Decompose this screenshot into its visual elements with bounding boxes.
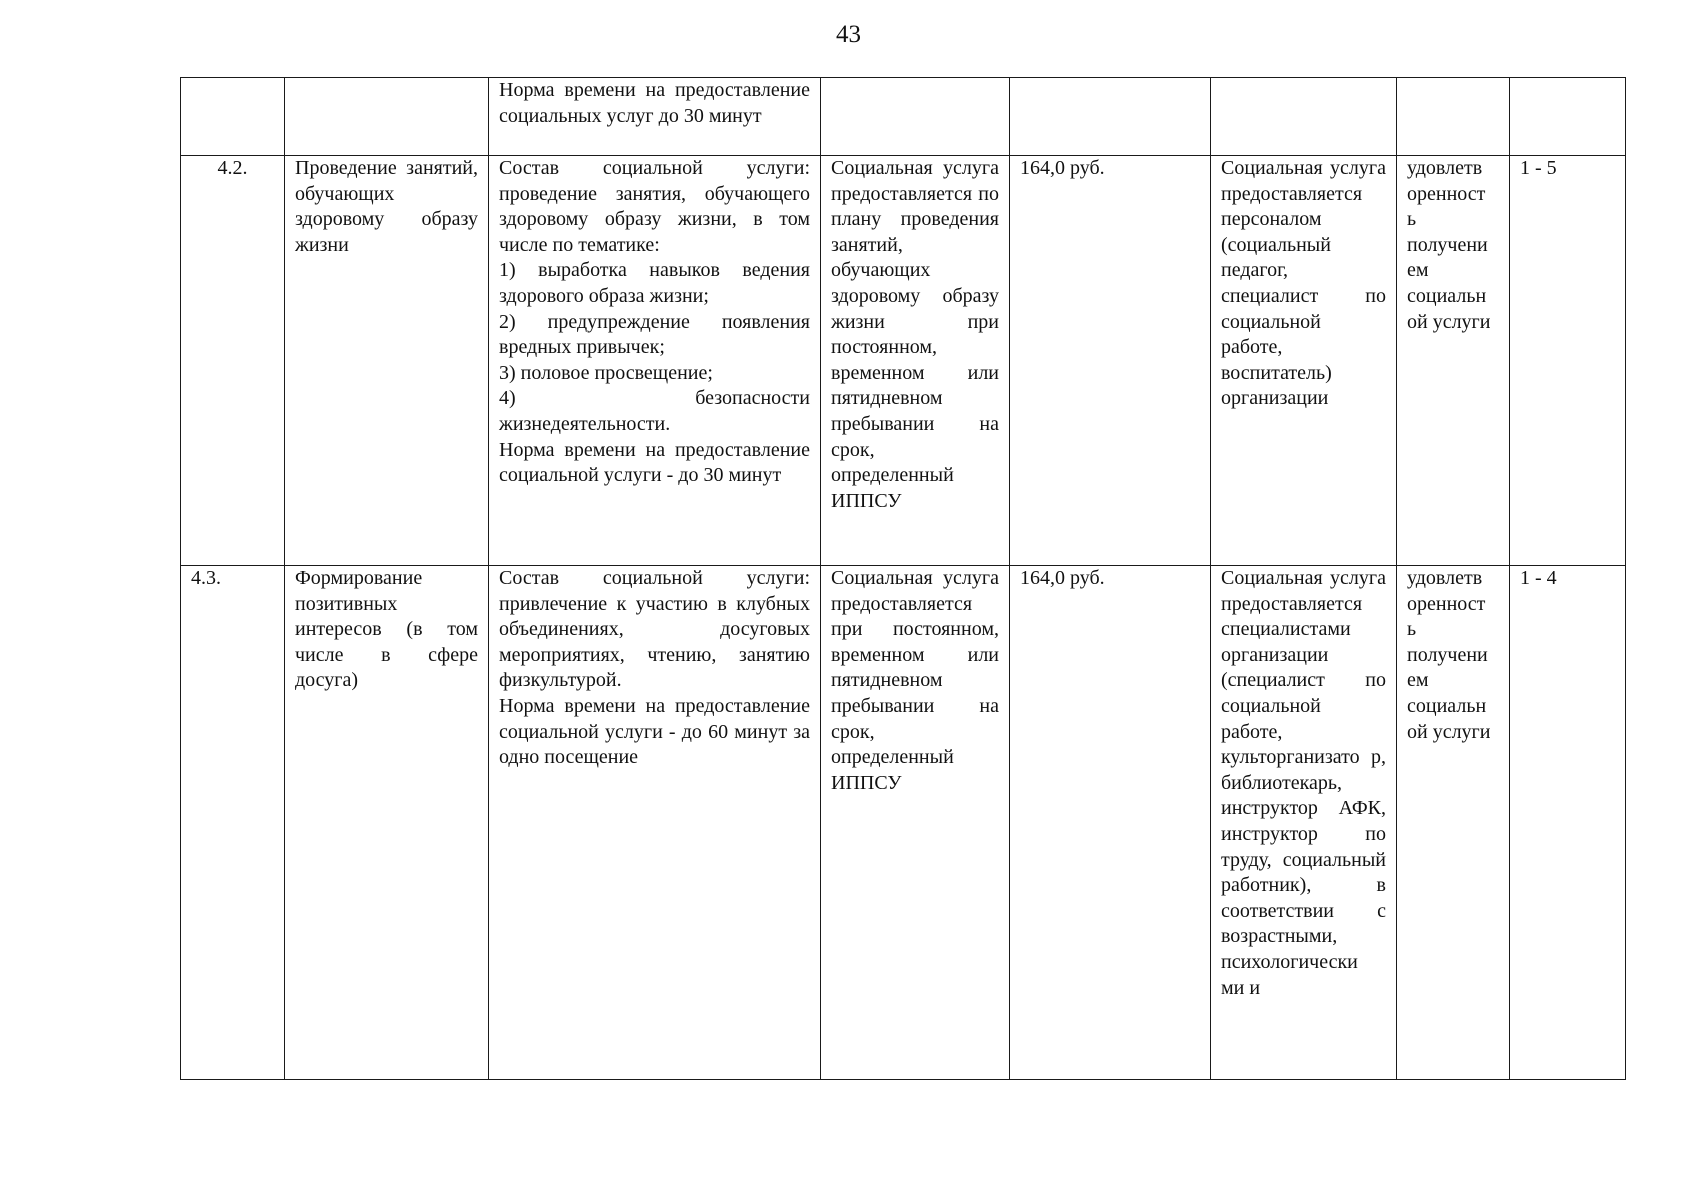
cell-conditions: Социальная услуга предоставляется при постоянном, временном или пятидневном пребывании на срок, определенный ИППСУ <box>821 566 1010 1080</box>
composition-line: 4) безопасности жизнедеятельности. <box>499 387 810 435</box>
cell-number: 4.3. <box>181 566 285 1080</box>
composition-line: 3) половое просвещение; <box>499 361 713 384</box>
cell-provider: Социальная услуга предоставляется персоналом (социальный педагог, специалист по социальной работе, воспитатель) организации <box>1211 156 1397 566</box>
cell-frequency: 1 - 5 <box>1510 156 1626 566</box>
cell-provider <box>1211 78 1397 156</box>
cell-evaluation <box>1397 78 1510 156</box>
composition-line: Норма времени на предоставление социальной услуги - до 30 минут <box>499 438 810 487</box>
cell-evaluation: удовлетв оренност ь получени ем социальн ой услуги <box>1397 156 1510 566</box>
composition-line: Норма времени на предоставление социальной услуги - до 60 минут за одно посещение <box>499 694 810 769</box>
cell-evaluation: удовлетв оренност ь получени ем социальн ой услуги <box>1397 566 1510 1080</box>
table-row-continuation <box>181 78 1626 156</box>
cell-number: 4.2. <box>181 156 285 566</box>
cell-composition: Норма времени на предоставление социальных услуг до 30 минут <box>489 78 821 156</box>
cell-service-name <box>285 78 489 156</box>
composition-line: Состав социальной услуги: привлечение к участию в клубных объединениях, досуговых мероприятиях, чтению, занятию физкультурой. <box>499 567 810 692</box>
cell-tariff <box>1010 78 1211 156</box>
table-row <box>181 156 1626 566</box>
cell-service-name: Формирование позитивных интересов (в том числе в сфере досуга) <box>285 566 489 1080</box>
cell-service-name: Проведение занятий, обучающих здоровому образу жизни <box>285 156 489 566</box>
cell-composition <box>489 156 821 566</box>
cell-conditions <box>821 78 1010 156</box>
services-table <box>180 77 1626 1080</box>
table-row <box>181 566 1626 1080</box>
cell-composition <box>489 566 821 1080</box>
cell-frequency <box>1510 78 1626 156</box>
cell-frequency: 1 - 4 <box>1510 566 1626 1080</box>
composition-line: 1) выработка навыков ведения здорового образа жизни; <box>499 259 810 307</box>
cell-number <box>181 78 285 156</box>
cell-provider: Социальная услуга предоставляется специалистами организации (специалист по социальной работе, культорганизато р, библиотекарь, инструктор АФК, инструктор по труду, социальный работник), в соответствии с возрастными, психологически ми и <box>1211 566 1397 1080</box>
cell-tariff: 164,0 руб. <box>1010 156 1211 566</box>
cell-conditions: Социальная услуга предоставляется по плану проведения занятий, обучающих здоровому образу жизни при постоянном, временном или пятидневном пребывании на срок, определенный ИППСУ <box>821 156 1010 566</box>
cell-tariff: 164,0 руб. <box>1010 566 1211 1080</box>
page-number: 43 <box>836 21 861 48</box>
composition-line: 2) предупреждение появления вредных привычек; <box>499 310 810 359</box>
composition-line: Состав социальной услуги: проведение занятия, обучающего здоровому образу жизни, в том числе по тематике: <box>499 157 810 256</box>
